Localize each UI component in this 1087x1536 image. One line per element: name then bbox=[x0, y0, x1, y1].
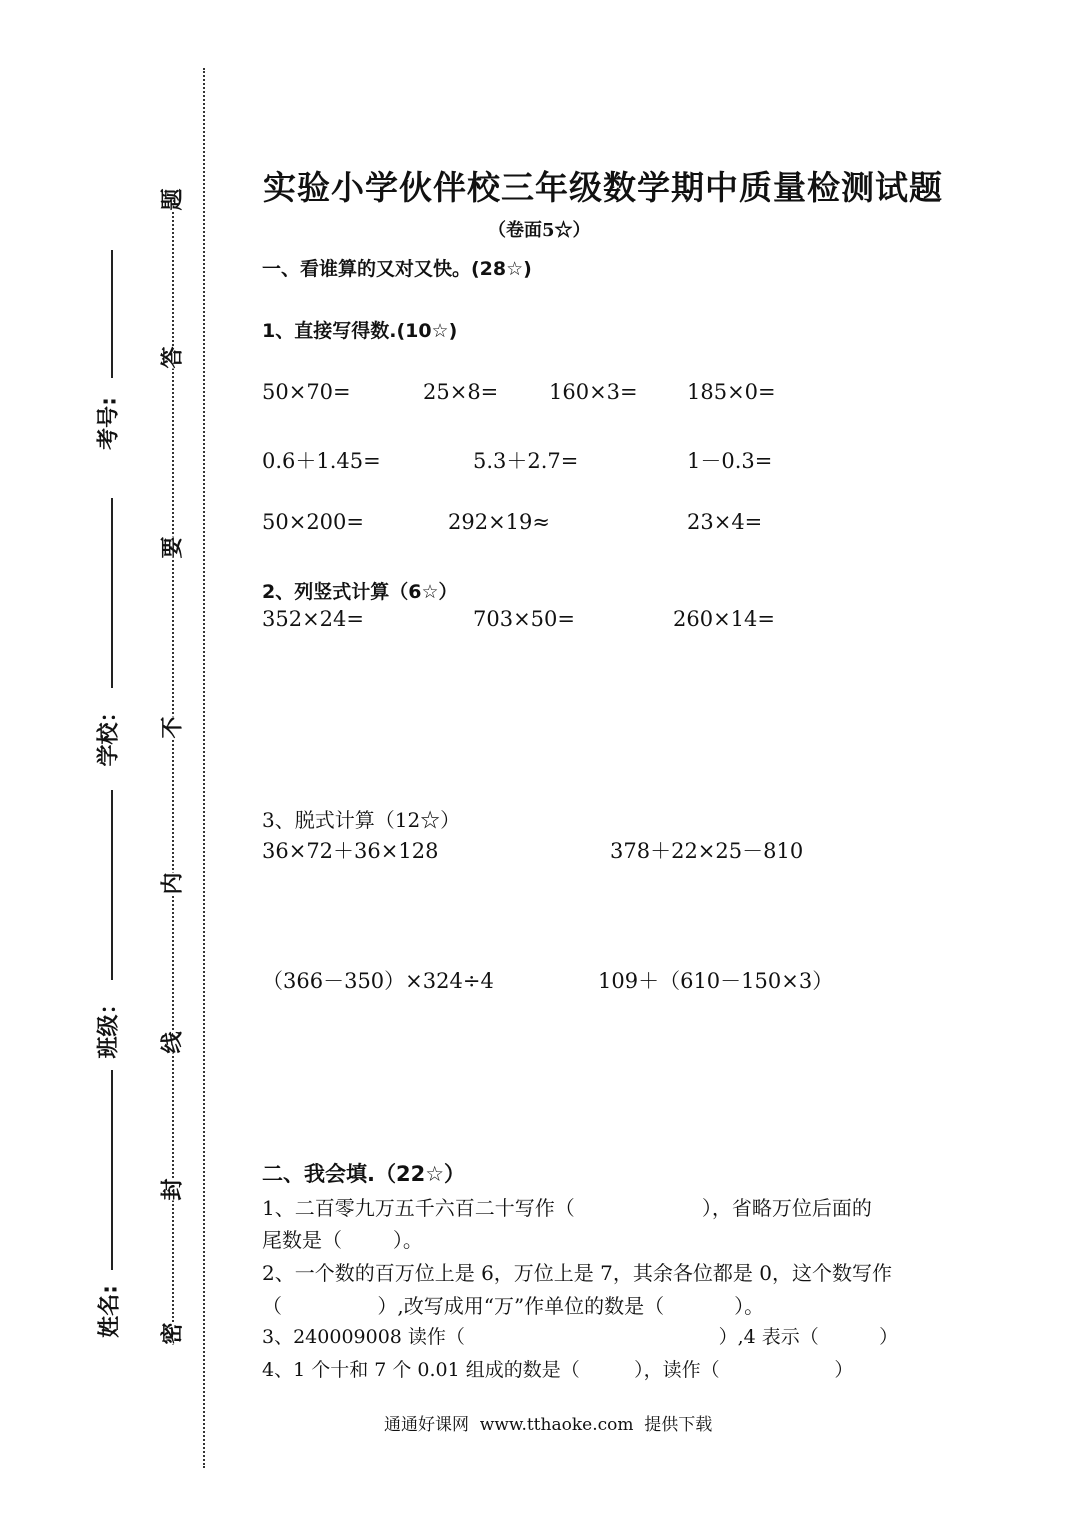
seal-char: 内 bbox=[156, 872, 187, 894]
fill-line: 4、1 个十和 7 个 0.01 组成的数是（ ），读作（ ） bbox=[262, 1359, 854, 1381]
page-title: 实验小学伙伴校三年级数学期中质量检测试题 bbox=[263, 168, 943, 207]
equation: 703×50= bbox=[473, 607, 575, 631]
fill-line: 3、240009008 读作（ ）,4 表示（ ） bbox=[262, 1326, 899, 1348]
equation: 50×70= bbox=[262, 380, 351, 404]
equation: 352×24= bbox=[262, 607, 364, 631]
seal-char: 封 bbox=[156, 1178, 187, 1200]
footer-text: 通通好课网 www.tthaoke.com 提供下载 bbox=[384, 1415, 713, 1435]
expression: 109＋（610－150×3） bbox=[598, 969, 834, 993]
equation: 23×4= bbox=[687, 510, 763, 534]
exam-no-label: 考号: bbox=[96, 397, 122, 450]
equation: 260×14= bbox=[673, 607, 775, 631]
equation: 292×19≈ bbox=[448, 510, 550, 534]
expression: 378＋22×25－810 bbox=[610, 839, 804, 863]
equation: 160×3= bbox=[549, 380, 638, 404]
seal-dotted-line bbox=[172, 205, 174, 1345]
page-subtitle: （卷面5☆） bbox=[488, 220, 591, 241]
equation: 185×0= bbox=[687, 380, 776, 404]
binding-dotted-line-outer bbox=[203, 68, 205, 1468]
equation: 5.3＋2.7= bbox=[473, 449, 579, 473]
equation: 50×200= bbox=[262, 510, 364, 534]
fill-line: （ ）,改写成用“万”作单位的数是（ ）。 bbox=[262, 1294, 765, 1318]
expression: 36×72＋36×128 bbox=[262, 839, 439, 863]
seal-char: 答 bbox=[156, 346, 187, 368]
part2-heading: 二、我会填.（22☆） bbox=[262, 1162, 466, 1186]
fill-line: 1、二百零九万五千六百二十写作（ ），省略万位后面的 bbox=[262, 1196, 872, 1220]
q3-heading: 3、脱式计算（12☆） bbox=[262, 808, 461, 832]
seal-char: 题 bbox=[156, 188, 187, 210]
fill-line: 尾数是（ ）。 bbox=[262, 1228, 423, 1252]
class-field-line[interactable] bbox=[111, 790, 113, 980]
school-field-line[interactable] bbox=[111, 498, 113, 688]
exam-no-field-line[interactable] bbox=[111, 250, 113, 378]
equation: 0.6＋1.45= bbox=[262, 449, 381, 473]
name-field-line[interactable] bbox=[111, 1070, 113, 1270]
q2-heading: 2、列竖式计算（6☆） bbox=[262, 581, 458, 603]
seal-char: 要 bbox=[156, 536, 187, 558]
seal-char: 线 bbox=[156, 1031, 187, 1053]
q1-heading: 1、直接写得数.(10☆) bbox=[262, 320, 458, 342]
equation: 1－0.3= bbox=[687, 449, 773, 473]
name-label: 姓名: bbox=[97, 1285, 123, 1338]
seal-char: 密 bbox=[156, 1322, 187, 1344]
equation: 25×8= bbox=[423, 380, 499, 404]
part1-heading: 一、看谁算的又对又快。(28☆) bbox=[262, 258, 532, 280]
expression: （366－350）×324÷4 bbox=[262, 969, 494, 993]
fill-line: 2、一个数的百万位上是 6，万位上是 7，其余各位都是 0，这个数写作 bbox=[262, 1261, 892, 1285]
school-label: 学校： bbox=[96, 700, 122, 767]
class-label: 班级： bbox=[96, 992, 122, 1059]
seal-char: 不 bbox=[156, 716, 187, 738]
